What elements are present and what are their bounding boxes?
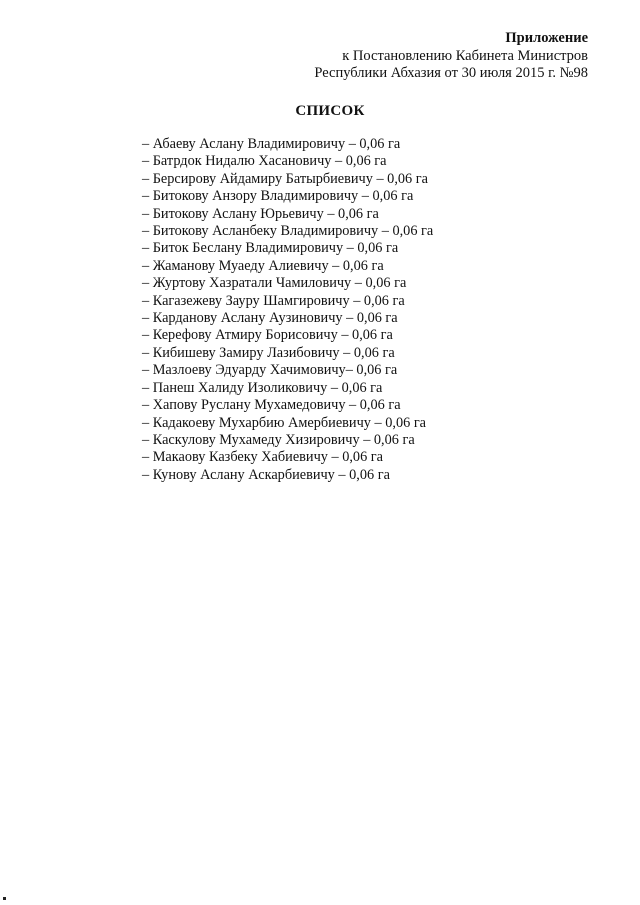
- list-item: – Битокову Аслану Юрьевичу – 0,06 га: [142, 205, 379, 222]
- list-item: – Карданову Аслану Аузиновичу – 0,06 га: [142, 310, 398, 327]
- list-item: – Берсирову Айдамиру Батырбиевичу – 0,06 га: [142, 170, 428, 187]
- list-item: – Панеш Халиду Изоликовичу – 0,06 га: [142, 379, 383, 396]
- list-item: – Жаманову Муаеду Алиевичу – 0,06 га: [142, 257, 384, 274]
- list-item: – Кадакоеву Мухарбию Амербиевичу – 0,06 га: [142, 414, 427, 431]
- list-item: – Кагазежеву Зауру Шамгировичу – 0,06 га: [142, 292, 405, 309]
- list-item: – Хапову Руслану Мухамедовичу – 0,06 га: [142, 397, 401, 414]
- list-item: – Керефову Атмиру Борисовичу – 0,06 га: [142, 327, 393, 344]
- list-item: – Макаову Казбеку Хабиевичу – 0,06 га: [142, 449, 384, 466]
- list-item: – Каскулову Мухамеду Хизировичу – 0,06 га: [142, 431, 415, 448]
- appendix-title: Приложение: [505, 30, 588, 46]
- list-item: – Битокову Асланбеку Владимировичу – 0,06 га: [142, 223, 434, 240]
- appendix-line-1: к Постановлению Кабинета Министров: [342, 47, 588, 64]
- list-item: – Мазлоеву Эдуарду Хачимовичу– 0,06 га: [142, 362, 398, 379]
- list-item: – Биток Беслану Владимировичу – 0,06 га: [142, 240, 399, 257]
- recipient-list: [142, 136, 433, 484]
- appendix-header: [314, 30, 588, 83]
- scan-artifact-dot: [3, 897, 6, 900]
- list-item: – Журтову Хазратали Чамиловичу – 0,06 га: [142, 275, 407, 292]
- list-item: – Батрдок Нидалю Хасановичу – 0,06 га: [142, 153, 387, 170]
- list-item: – Абаеву Аслану Владимировичу – 0,06 га: [142, 136, 401, 152]
- list-item: – Кибишеву Замиру Лазибовичу – 0,06 га: [142, 344, 395, 361]
- appendix-line-2: Республики Абхазия от 30 июля 2015 г. №98: [314, 65, 588, 81]
- list-heading: СПИСОК: [295, 103, 365, 119]
- list-item: – Битокову Анзору Владимировичу – 0,06 га: [142, 188, 414, 205]
- list-item: – Кунову Аслану Аскарбиевичу – 0,06 га: [142, 466, 390, 483]
